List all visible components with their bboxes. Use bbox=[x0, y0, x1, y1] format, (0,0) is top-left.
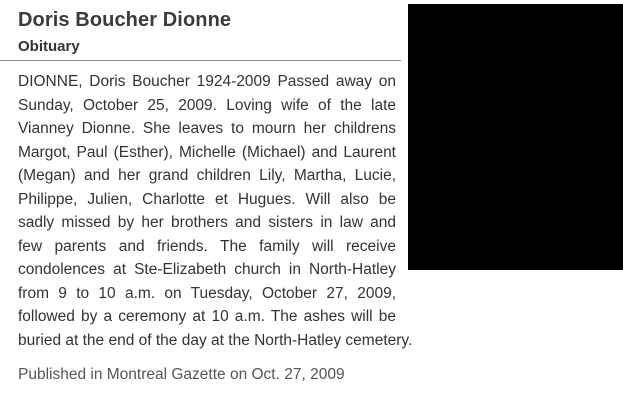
page-subtitle: Obituary bbox=[18, 38, 80, 55]
published-line: Published in Montreal Gazette on Oct. 27, 2009 bbox=[18, 366, 345, 383]
obituary-body bbox=[18, 70, 601, 352]
page-title: Doris Boucher Dionne bbox=[18, 9, 232, 31]
photo-spacer bbox=[396, 70, 601, 318]
obituary-header bbox=[0, 0, 401, 61]
obituary-text: DIONNE, Doris Boucher 1924-2009 Passed away on Sunday, October 25, 2009. Loving wife of the late Vianney Dionne. She leaves to mourn her childrens Margot, Paul (Esther), Michelle (Michael) and Laurent (Megan) and her grand children Lily, Martha, Lucie, Philippe, Julien, Charlotte et Hugues. Will also be sadly missed by her brothers and sisters in law and few parents and friends. The family will receive condolences at Ste-Elizabeth church in North-Hatley from 9 to 10 a.m. on Tuesday, October 27, 2009, followed by a ceremony at 10 a.m. The ashes will be buried at the end of the day at the North-Hatley cemetery. bbox=[18, 73, 413, 349]
